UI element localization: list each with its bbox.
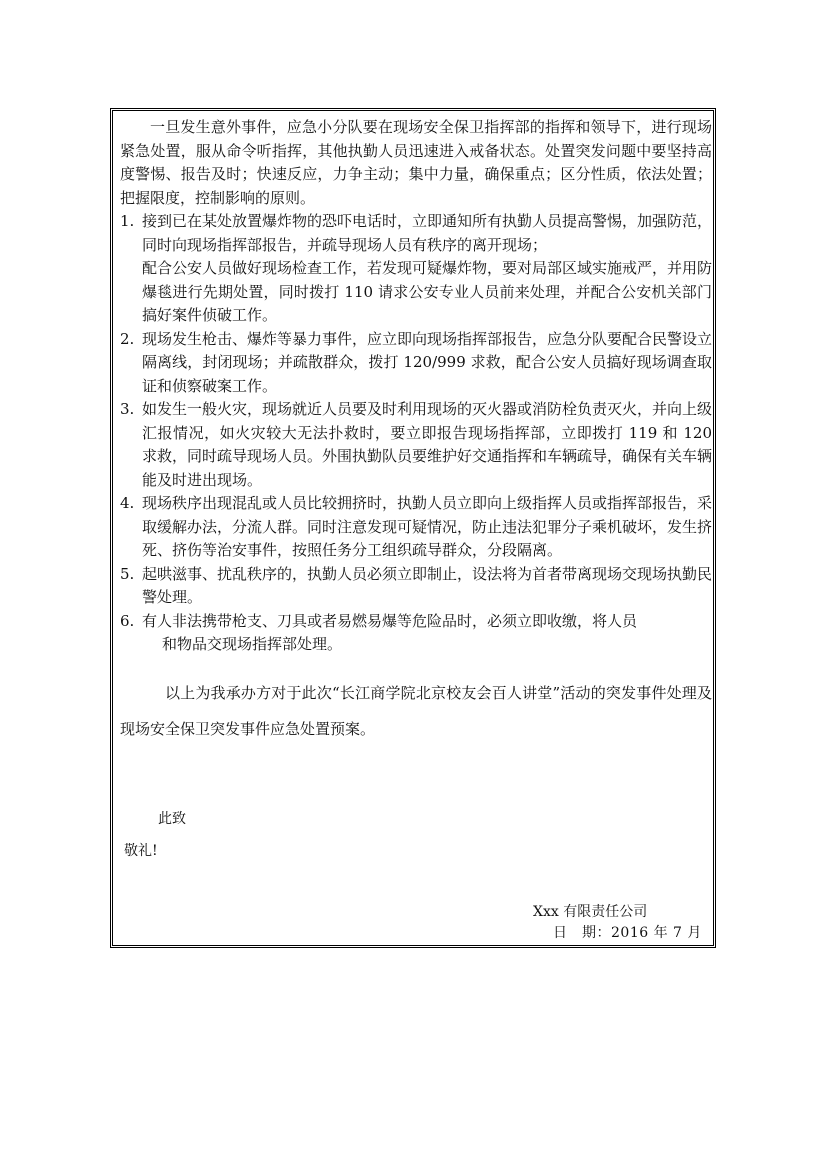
- list-item: [120, 210, 712, 328]
- list-item: [120, 398, 712, 492]
- list-item-text: 如发生一般火灾，现场就近人员要及时利用现场的灭火器或消防栓负责灭火，并向上级汇报情况，如火灾较大无法扑救时，要立即报告现场指挥部，立即拨打 119 和 120 求救，同时疏导现场人员。外围执勤队员要维护好交通指挥和车辆疏导，确保有关车辆能及时进出现场。: [142, 400, 713, 489]
- list-item-text: 起哄滋事、扰乱秩序的，执勤人员必须立即制止，设法将为首者带离现场交现场执勤民警处理。: [142, 564, 713, 606]
- document-date: 日 期：2016 年 7 月: [553, 925, 702, 941]
- list-item-number: 4.: [120, 494, 135, 512]
- company-name: Xxx 有限责任公司: [533, 904, 648, 920]
- list-item: [120, 328, 712, 399]
- list-item: [120, 492, 712, 563]
- list-item-text: 有人非法携带枪支、刀具或者易燃易爆等危险品时，必须立即收缴，将人员: [142, 611, 638, 630]
- list-item-number: 5.: [120, 564, 135, 583]
- list-item-text: 现场发生枪击、爆炸等暴力事件，应立即向现场指挥部报告，应急分队要配合民警设立隔离线，封闭现场；并疏散群众，拨打 120/999 求救，配合公安人员搞好现场调查取证和侦察破案工作。: [142, 329, 713, 395]
- procedure-list: [120, 210, 712, 657]
- intro-paragraph: 一旦发生意外事件，应急小分队要在现场安全保卫指挥部的指挥和领导下，进行现场紧急处置，服从命令听指挥，其他执勤人员迅速进入戒备状态。处置突发问题中要坚持高度警惕、报告及时；快速反应，力争主动；集中力量，确保重点；区分性质，依法处置；把握限度，控制影响的原则。: [120, 118, 712, 207]
- list-item-continuation: 和物品交现场指挥部处理。: [162, 635, 343, 653]
- greeting: 敬礼!: [124, 843, 158, 859]
- list-item-text: 接到已在某处放置爆炸物的恐吓电话时，立即通知所有执勤人员提高警惕，加强防范，同时向现场指挥部报告，并疏导现场人员有秩序的离开现场；: [142, 212, 713, 254]
- salutation: 此致: [158, 811, 186, 827]
- list-item-number: 6.: [120, 611, 135, 630]
- list-item: [120, 610, 712, 657]
- list-item-number: 2.: [120, 329, 135, 348]
- list-item-text: 现场秩序出现混乱或人员比较拥挤时，执勤人员立即向上级指挥人员或指挥部报告，采取缓解办法，分流人群。同时注意发现可疑情况，防止违法犯罪分子乘机破坏，发生挤死、挤伤等治安事件，按照任务分工组织疏导群众，分段隔离。: [142, 494, 713, 559]
- document-body: [120, 116, 712, 747]
- list-item-number: 1.: [120, 212, 135, 230]
- closing-paragraph: 以上为我承办方对于此次“长江商学院北京校友会百人讲堂”活动的突发事件处理及现场安全保卫突发事件应急处置预案。: [120, 683, 712, 738]
- list-item: [120, 563, 712, 610]
- list-item-text: 配合公安人员做好现场检查工作，若发现可疑爆炸物，要对局部区域实施戒严，并用防爆毯进行先期处置，同时拨打 110 请求公安专业人员前来处理，并配合公安机关部门搞好案件侦破工作。: [142, 259, 713, 324]
- list-item-number: 3.: [120, 400, 135, 418]
